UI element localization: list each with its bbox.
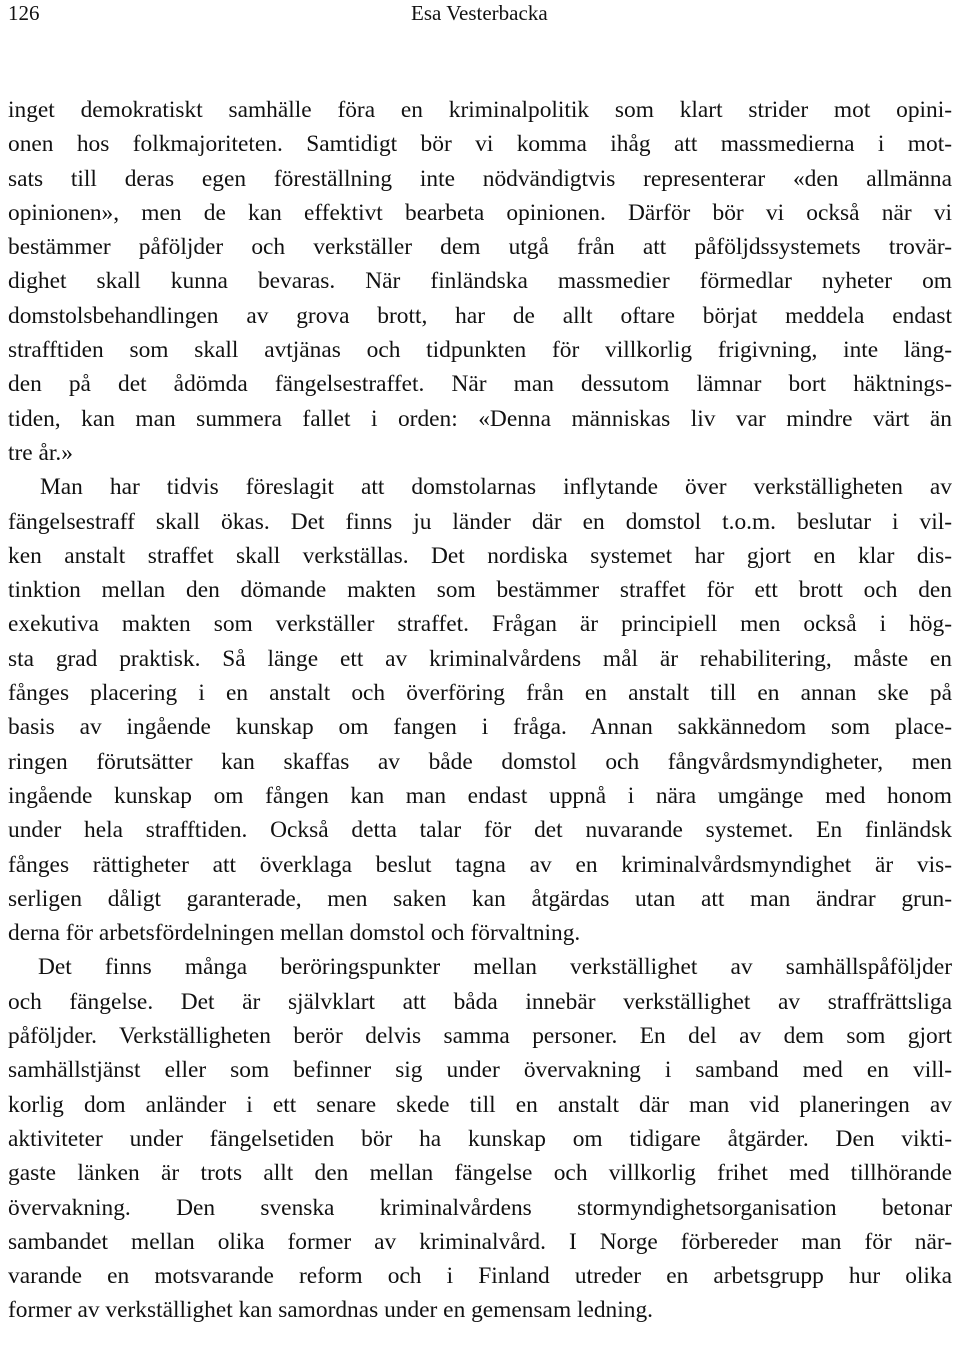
text-line: fånges placering i en anstalt och överföring från en anstalt till en annan ske på [8, 680, 952, 707]
running-head [8, 0, 948, 26]
text-line: sats till deras egen föreställning inte nödvändigtvis representerar «den allmänna [8, 165, 952, 192]
text-line: dighet skall kunna bevaras. När finländska massmedier förmedlar nyheter om [8, 268, 952, 295]
text-line: och fängelse. Det är självklart att båda innebär verkställighet av straffrättsliga [8, 988, 952, 1015]
text-line: ken anstalt straffet skall verkställas. Det nordiska systemet har gjort en klar dis- [8, 542, 952, 569]
text-line-paragraph-end: tre år.» [8, 439, 73, 466]
text-line: tinktion mellan den dömande makten som bestämmer straffet för ett brott och den [8, 577, 952, 604]
text-line: den på det ådömda fängelsestraffet. När man dessutom lämnar bort häktnings- [8, 371, 952, 398]
text-line: under hela strafftiden. Också detta talar för det nuvarande systemet. En finländsk [8, 817, 952, 844]
page-number: 126 [8, 1, 40, 25]
text-line: strafftiden som skall avtjänas och tidpunkten för villkorlig frigivning, inte läng- [8, 337, 952, 364]
text-line: ingående kunskap om fången kan man endast uppnå i nära umgänge med honom [8, 782, 952, 809]
text-line: aktiviteter under fängelsetiden bör ha kunskap om tidigare åtgärder. Den vikti- [8, 1125, 952, 1152]
text-line: fånges rättigheter att överklaga beslut tagna av en kriminalvårdsmyndighet är vis- [8, 851, 952, 878]
text-line: sambandet mellan olika former av kriminalvård. I Norge förbereder man för när- [8, 1228, 952, 1255]
text-line: opinionen», men de kan effektivt bearbeta opinionen. Därför bör vi också när vi [8, 199, 952, 226]
text-line-paragraph-end: former av verkställighet kan samordnas under en gemensam ledning. [8, 1297, 653, 1324]
text-line-paragraph-start: Man har tidvis föreslagit att domstolarnas inflytande över verkställigheten av [40, 474, 952, 501]
text-line: ringen förutsätter kan skaffas av både domstol och fångvårdsmyndigheter, men [8, 748, 952, 775]
text-line: korlig dom anländer i ett senare skede till en anstalt där man vid planeringen av [8, 1091, 952, 1118]
text-line: bestämmer påföljder och verkställer dem utgå från att påföljdssystemets trovär- [8, 234, 952, 261]
running-head-author: Esa Vesterbacka [411, 1, 548, 25]
text-line: domstolsbehandlingen av grova brott, har de allt oftare börjat meddela endast [8, 302, 952, 329]
text-line-paragraph-start: Det finns många beröringspunkter mellan verkställighet av samhällspåföljder [38, 954, 952, 981]
text-line: serligen dåligt garanterade, men saken kan åtgärdas utan att man ändrar grun- [8, 885, 952, 912]
body-text [8, 93, 952, 1328]
text-line: övervakning. Den svenska kriminalvårdens stormyndighetsorganisation betonar [8, 1194, 952, 1221]
text-line: samhällstjänst eller som befinner sig under övervakning i samband med en vill- [8, 1057, 952, 1084]
text-line: påföljder. Verkställigheten berör delvis samma personer. En del av dem som gjort [8, 1023, 952, 1050]
text-line: onen hos folkmajoriteten. Samtidigt bör vi komma ihåg att massmedierna i mot- [8, 131, 952, 158]
text-line: inget demokratiskt samhälle föra en kriminalpolitik som klart strider mot opini- [8, 97, 952, 123]
text-line-paragraph-end: derna för arbetsfördelningen mellan domstol och förvaltning. [8, 920, 581, 947]
text-line: basis av ingående kunskap om fangen i fråga. Annan sakkännedom som place- [8, 714, 952, 741]
text-line: tiden, kan man summera fallet i orden: «Denna människas liv var mindre värt än [8, 405, 952, 432]
text-line: exekutiva makten som verkställer straffet. Frågan är principiell men också i hög- [8, 611, 952, 638]
text-line: sta grad praktisk. Så länge ett av kriminalvårdens mål är rehabilitering, måste en [8, 645, 952, 672]
text-line: fängelsestraff skall ökas. Det finns ju länder där en domstol t.o.m. beslutar i vil- [8, 508, 952, 535]
text-line: varande en motsvarande reform och i Finland utreder en arbetsgrupp hur olika [8, 1263, 952, 1290]
text-line: gaste länken är trots allt den mellan fängelse och villkorlig frihet med tillhörande [8, 1160, 952, 1187]
